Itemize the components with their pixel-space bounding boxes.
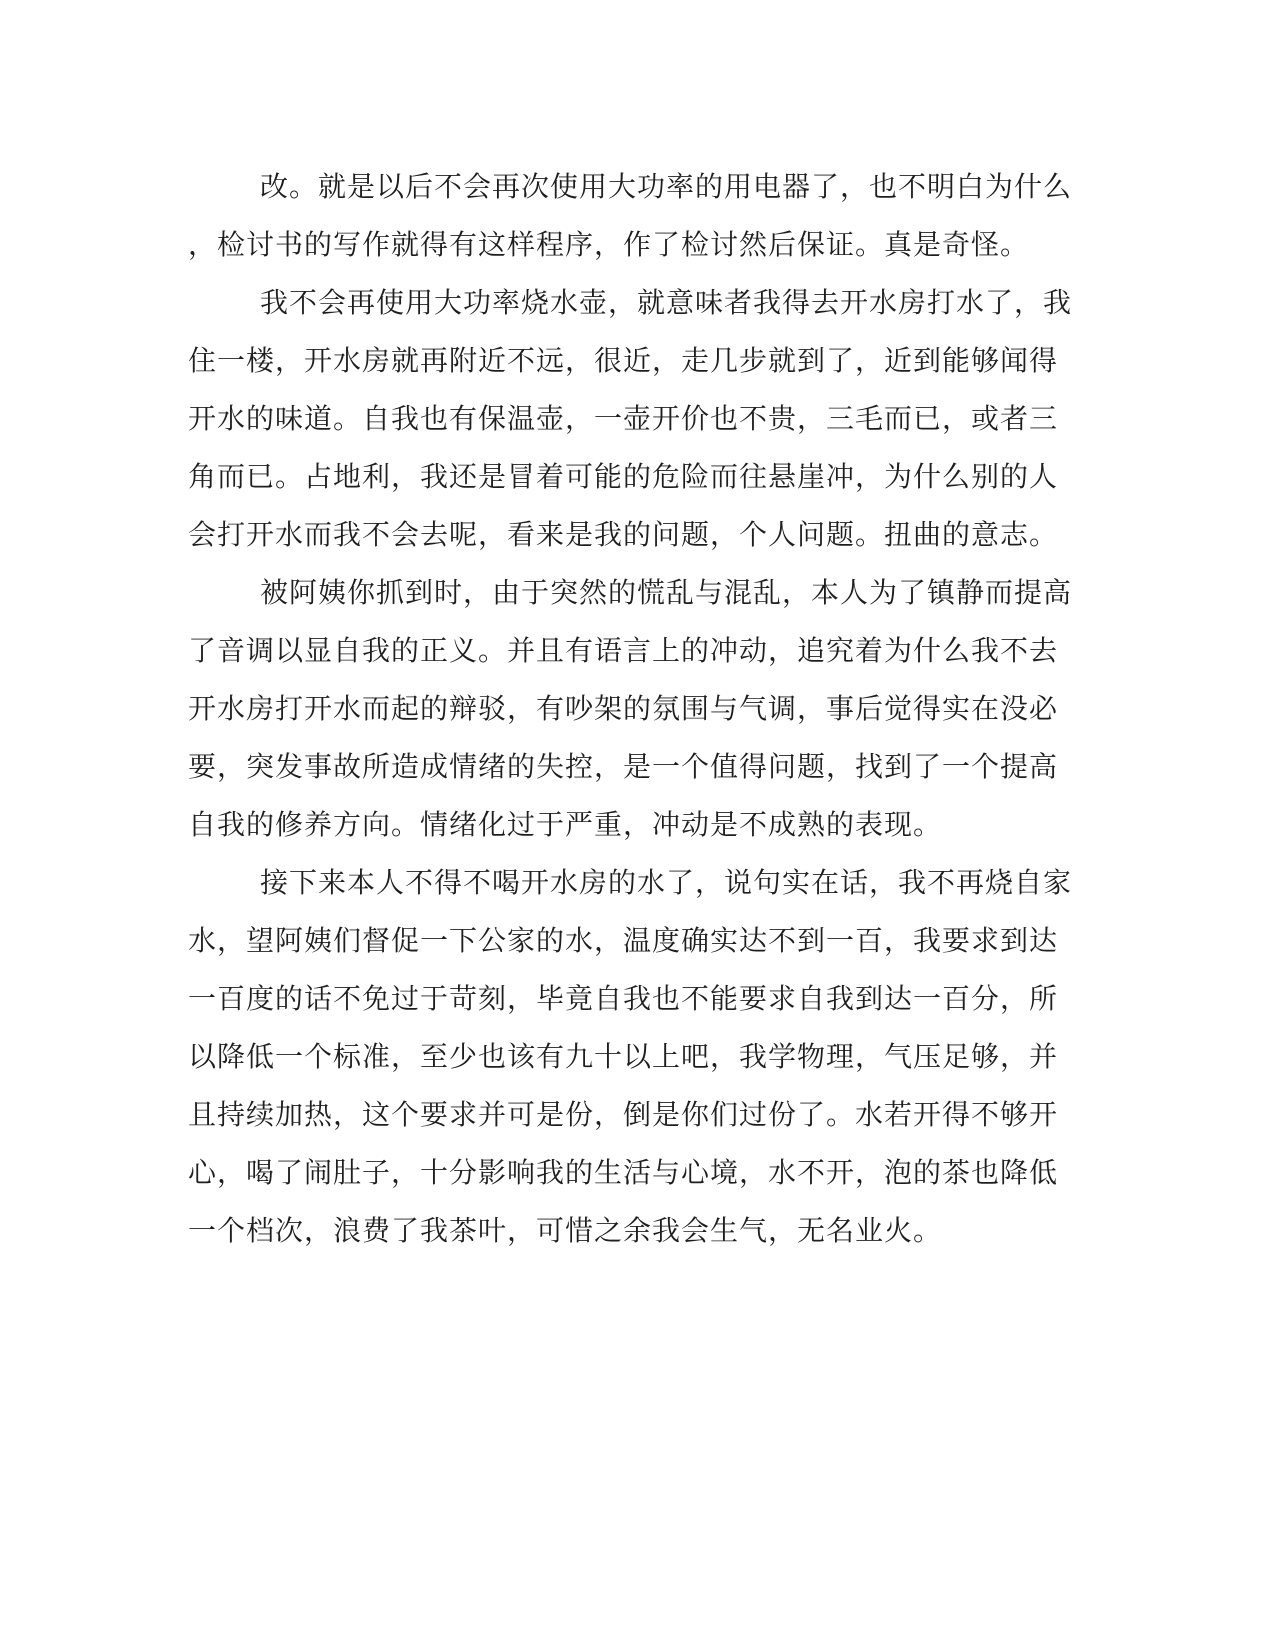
text-line: 开水房打开水而起的辩驳，有吵架的氛围与气调，事后觉得实在没必 — [188, 692, 1059, 725]
text-line: 了音调以显自我的正义。并且有语言上的冲动，追究着为什么我不去 — [188, 634, 1059, 667]
text-line: 会打开水而我不会去呢，看来是我的问题，个人问题。扭曲的意志。 — [188, 518, 1059, 551]
text-line: 一百度的话不免过于苛刻，毕竟自我也不能要求自我到达一百分，所 — [188, 982, 1059, 1015]
paragraph-2 — [188, 274, 1073, 564]
text-line: 自我的修养方向。情绪化过于严重，冲动是不成熟的表现。 — [188, 808, 943, 841]
paragraph-1 — [188, 158, 1073, 274]
body-text — [188, 158, 1073, 1260]
text-line: 被阿姨你抓到时，由于突然的慌乱与混乱，本人为了镇静而提高 — [260, 576, 1073, 609]
text-line: 我不会再使用大功率烧水壶，就意味者我得去开水房打水了，我 — [260, 286, 1073, 319]
text-line: 心，喝了闹肚子，十分影响我的生活与心境，水不开，泡的茶也降低 — [188, 1156, 1059, 1189]
text-line: ，检讨书的写作就得有这样程序，作了检讨然后保证。真是奇怪。 — [188, 228, 1030, 261]
text-line: 接下来本人不得不喝开水房的水了，说句实在话，我不再烧自家 — [260, 866, 1073, 899]
text-line: 住一楼，开水房就再附近不远，很近，走几步就到了，近到能够闻得 — [188, 344, 1059, 377]
text-line: 水，望阿姨们督促一下公家的水，温度确实达不到一百，我要求到达 — [188, 924, 1059, 957]
text-line: 且持续加热，这个要求并可是份，倒是你们过份了。水若开得不够开 — [188, 1098, 1059, 1131]
text-line: 角而已。占地利，我还是冒着可能的危险而往悬崖冲，为什么别的人 — [188, 460, 1059, 493]
text-line: 要，突发事故所造成情绪的失控，是一个值得问题，找到了一个提高 — [188, 750, 1059, 783]
paragraph-4 — [188, 854, 1073, 1260]
text-line: 改。就是以后不会再次使用大功率的用电器了，也不明白为什么 — [260, 170, 1073, 203]
text-line: 开水的味道。自我也有保温壶，一壶开价也不贵，三毛而已，或者三 — [188, 402, 1059, 435]
text-line: 一个档次，浪费了我茶叶，可惜之余我会生气，无名业火。 — [188, 1214, 943, 1247]
paragraph-3 — [188, 564, 1073, 854]
text-line: 以降低一个标准，至少也该有九十以上吧，我学物理，气压足够，并 — [188, 1040, 1059, 1073]
